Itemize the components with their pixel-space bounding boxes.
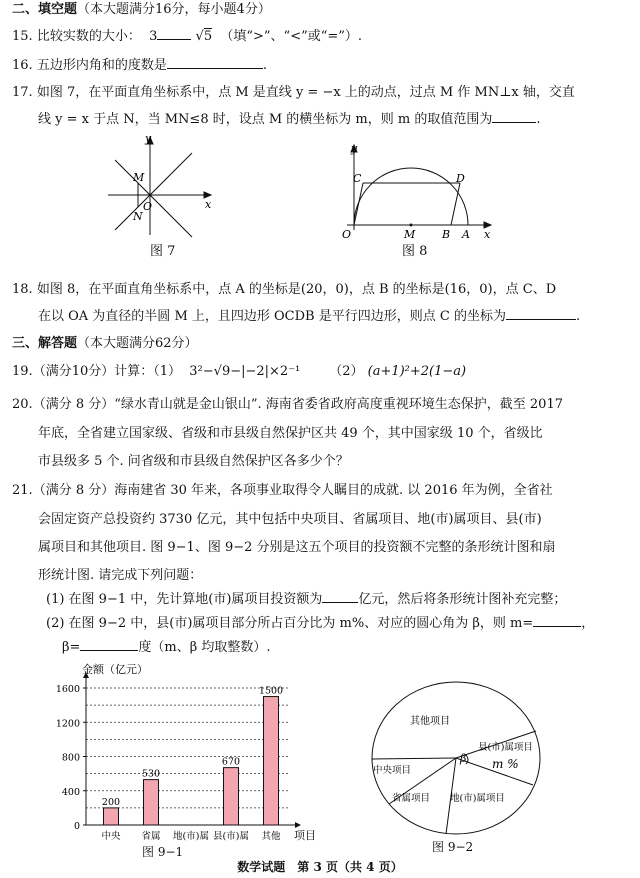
pie-label-county: 县(市)属项目: [478, 742, 533, 753]
bar-data-label: 670: [221, 756, 241, 768]
bar: [104, 808, 119, 825]
q19-expression-1: 3²−√9−|−2|×2⁻¹: [189, 364, 301, 379]
q21-beta-blank[interactable]: [80, 637, 138, 651]
fig7-point-n: N: [133, 210, 143, 223]
q17-end: .: [536, 112, 541, 127]
fig8-point-b: B: [442, 228, 451, 240]
fig8-point-d: D: [456, 172, 465, 185]
section-3-heading: [12, 334, 198, 354]
q15-blank[interactable]: [157, 26, 191, 40]
pie-label-city: 地(市)属项目: [450, 793, 505, 804]
q18-end: .: [575, 309, 581, 324]
pie-label-central: 中央项目: [373, 765, 412, 776]
q16-number: 16.: [12, 58, 33, 73]
section-2-title: 二、填空题: [12, 2, 78, 17]
question-21-line1: [12, 481, 553, 501]
q15-sqrt-value: 5: [203, 29, 213, 44]
q17-text-1: 如图 7，在平面直角坐标系中，点 M 是直线 y = −x 上的动点，过点 M 作 MN⊥x 轴，交直: [36, 85, 575, 100]
fig7-line-neg: [115, 160, 192, 237]
fig8-semicircle: [354, 168, 468, 225]
bar-y-tick-label: 1200: [55, 718, 80, 730]
q19-number: 19.: [12, 364, 33, 379]
q20-text-1: （满分 8 分）“绿水青山就是金山银山”. 海南省委省政府高度重视环境生态保护，截至 2017: [32, 397, 563, 412]
pie-boundary-5: [372, 758, 456, 759]
bar: [224, 768, 239, 825]
bar: [144, 780, 159, 825]
q15-number: 15.: [12, 29, 33, 44]
q15-text: 比较实数的大小：: [36, 29, 141, 44]
q21-beta-text: 度（m、β 均取整数）.: [138, 640, 271, 655]
bar-y-tick-label: 1600: [55, 684, 80, 695]
fig7-y-label: y: [145, 132, 152, 145]
fig8-point-o: O: [342, 228, 352, 240]
bar-data-label: 530: [141, 768, 161, 780]
bar-category-label: 县(市)属: [213, 831, 249, 842]
bar-data-label: 1500: [258, 685, 284, 697]
question-17-line1: [12, 83, 575, 103]
fig8-y-label: y: [351, 142, 358, 155]
question-20-line2: 年底，全省建立国家级、省级和市县级自然保护区共 49 个，其中国家级 10 个，省级比: [38, 426, 543, 441]
pie-label-provincial: 省属项目: [392, 793, 431, 804]
fig8-caption: 图 8: [402, 244, 428, 259]
q21-sub1-text: (1) 在图 9−1 中，先计算地(市)属项目投资额为: [46, 592, 323, 607]
q18-number: 18.: [12, 282, 33, 297]
question-21-line2: 会固定资产总投资约 3730 亿元，其中包括中央项目、省属项目、地(市)属项目、县(市): [38, 512, 542, 527]
section-2-heading: [12, 0, 271, 20]
bar-y-tick-label: 800: [61, 752, 80, 764]
q15-hint: （填“>”、“<”或“=”）.: [220, 29, 363, 44]
bar-y-tick-label: 0: [73, 821, 80, 832]
bar-category-label: 地(市)属: [173, 831, 209, 842]
q21-number: 21.: [12, 483, 33, 498]
q15-value-a: 3: [149, 29, 158, 44]
q17-blank[interactable]: [492, 109, 536, 123]
fig8-point-a: A: [462, 228, 470, 240]
fig8-side-oc: [354, 183, 363, 225]
q21-sub1-blank[interactable]: [322, 589, 358, 603]
question-19: [12, 362, 466, 382]
q21-beta-label: β=: [62, 640, 81, 655]
bar-chart-x-label: 项目: [294, 829, 316, 842]
section-3-note: （本大题满分62分）: [77, 336, 198, 351]
q19-text: （满分10分）计算：（1）: [32, 364, 182, 379]
q20-number: 20.: [12, 397, 33, 412]
fig8-center-dot: [410, 224, 413, 227]
q21-sub2-text-end: ，: [581, 616, 595, 631]
figure-9-1-bar-chart: [40, 662, 340, 852]
question-18-line2: [38, 306, 580, 327]
fig7-caption: 图 7: [150, 244, 176, 259]
figure-9-2-pie-chart: [370, 678, 560, 838]
fig8-x-label: x: [484, 228, 491, 240]
figure-7: [100, 130, 220, 240]
q16-text: 五边形内角和的度数是: [36, 58, 167, 73]
question-18-line1: [12, 280, 556, 300]
question-21-line4: 形统计图. 请完成下列问题：: [38, 568, 203, 583]
q21-m-blank[interactable]: [533, 613, 581, 627]
question-20-line1: [12, 395, 563, 415]
q21-subquestion-1: [46, 589, 566, 610]
q17-number: 17.: [12, 85, 33, 100]
fig7-line-pos: [115, 153, 192, 230]
q16-blank[interactable]: [167, 55, 263, 69]
question-21-line3: 属项目和其他项目. 图 9−1、图 9−2 分别是这五个项目的投资额不完整的条形统计图和扇: [38, 540, 556, 555]
pie-m-percent-label: m %: [492, 757, 519, 771]
fig7-x-label: x: [205, 198, 212, 211]
fig8-point-m: M: [404, 228, 416, 240]
q18-text-2: 在以 OA 为直径的半圆 M 上，且四边形 OCDB 是平行四边形，则点 C 的坐标为: [38, 309, 506, 324]
q21-sub2-text: (2) 在图 9−2 中，县(市)属项目部分所占百分比为 m%、对应的圆心角为 β，则 m=: [46, 616, 534, 631]
question-16: [12, 55, 267, 76]
q21-sub1-text-end: 亿元，然后将条形统计图补充完整；: [358, 592, 567, 607]
bar-y-tick-label: 400: [61, 786, 80, 798]
section-3-title: 三、解答题: [12, 336, 78, 351]
q16-end: .: [262, 58, 267, 73]
bar: [264, 697, 279, 825]
bar-category-label: 其他: [261, 831, 281, 842]
figure-8: [334, 140, 494, 240]
fig7-point-o: O: [143, 200, 153, 213]
q21-subquestion-2-cont: [62, 637, 271, 658]
page-footer: 数学试题 第 3 页（共 4 页）: [237, 860, 403, 874]
q18-text-1: 如图 8，在平面直角坐标系中，点 A 的坐标是(20，0)，点 B 的坐标是(16，0)，点 C、D: [36, 282, 557, 297]
bar-chart-y-label: 金额（亿元）: [82, 663, 148, 676]
question-17-line2: [38, 109, 541, 130]
bar-x-arrow: [295, 822, 301, 828]
fig8-point-c: C: [353, 172, 362, 185]
section-2-note: （本大题满分16分，每小题4分）: [77, 2, 271, 17]
q18-blank[interactable]: [506, 306, 576, 320]
fig9-1-caption: 图 9−1: [142, 845, 184, 859]
pie-beta-label: β: [460, 752, 467, 765]
fig9-2-caption: 图 9−2: [432, 840, 474, 854]
question-15: [12, 26, 362, 47]
q21-subquestion-2: [46, 613, 594, 634]
q21-text-1: （满分 8 分）海南建省 30 年来，各项事业取得令人瞩目的成就. 以 2016 年为例，全省社: [32, 483, 553, 498]
bar-data-label: 200: [101, 796, 121, 808]
pie-label-other: 其他项目: [410, 716, 450, 727]
q17-text-2: 线 y = x 于点 N，当 MN≤8 时，设点 M 的横坐标为 m，则 m 的取值范围为: [38, 112, 493, 127]
q19-part-2-label: （2）: [329, 364, 364, 379]
bar-category-label: 中央: [101, 831, 121, 842]
q15-sqrt-sign: √: [195, 29, 204, 44]
q19-expression-2: (a+1)²+2(1−a): [367, 364, 467, 379]
question-20-line3: 市县级多 5 个. 问省级和市县级自然保护区各多少个？: [38, 454, 349, 469]
bar-category-label: 省属: [141, 831, 161, 842]
fig7-point-m: M: [133, 171, 145, 184]
